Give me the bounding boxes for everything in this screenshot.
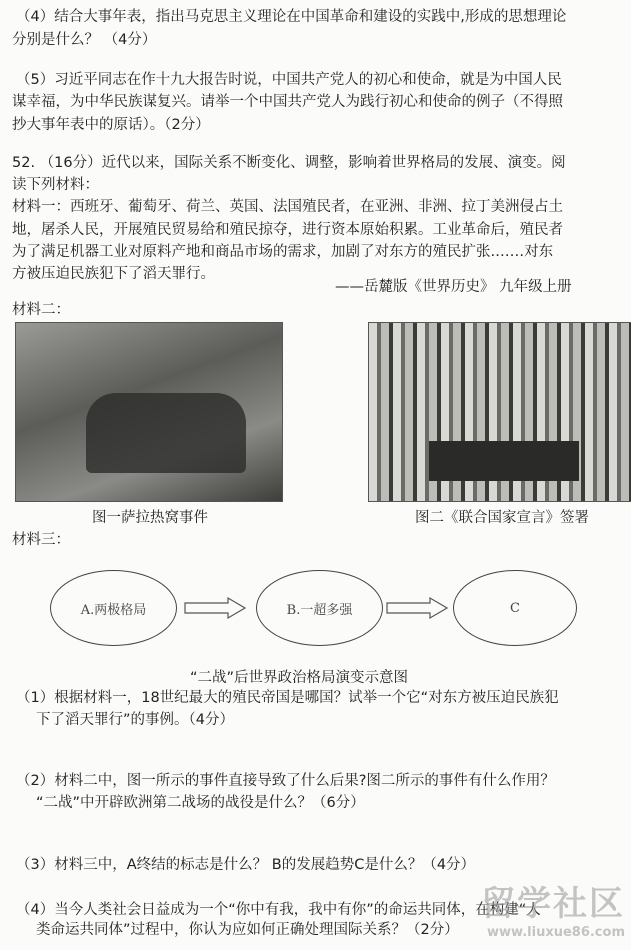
q52-intro-line1: 52. （16分）近代以来，国际关系不断变化、调整，影响着世界格局的发展、演变。阅 [12,155,566,171]
material1-line2: 地，屠杀人民，开展殖民贸易给和殖民掠夺，进行资本原始积累。工业革命后，殖民者 [12,222,563,238]
q52-1-line2: 下了滔天罪行”的事例。（4分） [36,712,234,728]
q51-5-line1: （5）习近平同志在作十九大报告时说，中国共产党人的初心和使命，就是为中国人民 [16,72,562,88]
material2-label: 材料二： [12,302,70,318]
q52-1-line1: （1）根据材料一，18世纪最大的殖民帝国是哪国？试举一个它“对东方被压迫民族犯 [16,690,559,706]
figure1-caption: 图一萨拉热窝事件 [92,510,208,526]
q51-4-line1: （4）结合大事年表，指出马克思主义理论在中国革命和建设的实践中,形成的思想理论 [16,9,567,25]
q52-4-line1: （4）当今人类社会日益成为一个“你中有我，我中有你”的命运共同体，在构建“人 [16,902,541,918]
node-one-superpower: B.一超多强 [256,570,383,646]
q51-5-line3: 抄大事年表中的原话）。（2分） [12,117,210,133]
material1-citation: ——岳麓版《世界历史》 九年级上册 [335,279,572,295]
q52-3-line1: （3）材料三中，A终结的标志是什么？ B的发展趋势C是什么？（4分） [16,857,476,873]
arrow-right-icon [385,596,450,620]
material1-line1: 材料一：西班牙、葡萄牙、荷兰、英国、法国殖民者，在亚洲、非洲、拉丁美洲侵占土 [12,199,563,215]
node-bipolar: A.两极格局 [50,570,177,646]
sarajevo-incident-photo [15,322,283,502]
arrow-right-icon [183,596,248,620]
q52-4-line2: 类命运共同体”过程中，你认为应如何正确处理国际关系？（2分） [36,922,459,938]
q52-2-line1: （2）材料二中，图一所示的事件直接导致了什么后果?图二所示的事件有什么作用？ [16,773,555,789]
figure2-caption: 图二《联合国家宣言》签署 [415,510,589,526]
diagram-caption: “二战”后世界政治格局演变示意图 [190,670,409,686]
watermark-logo: 留学社区 www.liuxue86.com [481,884,625,940]
q52-2-line2: “二战”中开辟欧洲第二战场的战役是什么？（6分） [36,795,365,811]
un-declaration-signing-photo [368,322,631,502]
q51-4-line2: 分别是什么？ （4分） [12,32,157,48]
q52-intro-line2: 读下列材料： [12,177,99,193]
material1-line4: 方被压迫民族犯下了滔天罪行。 [12,266,215,282]
q51-5-line2: 谋幸福，为中华民族谋复兴。请举一个中国共产党人为践行初心和使命的例子（不得照 [12,94,563,110]
material1-line3: 为了满足机器工业对原料产地和商品市场的需求，加剧了对东方的殖民扩张.……对东 [12,244,554,260]
material3-label: 材料三： [12,532,70,548]
node-c: C [453,570,577,646]
